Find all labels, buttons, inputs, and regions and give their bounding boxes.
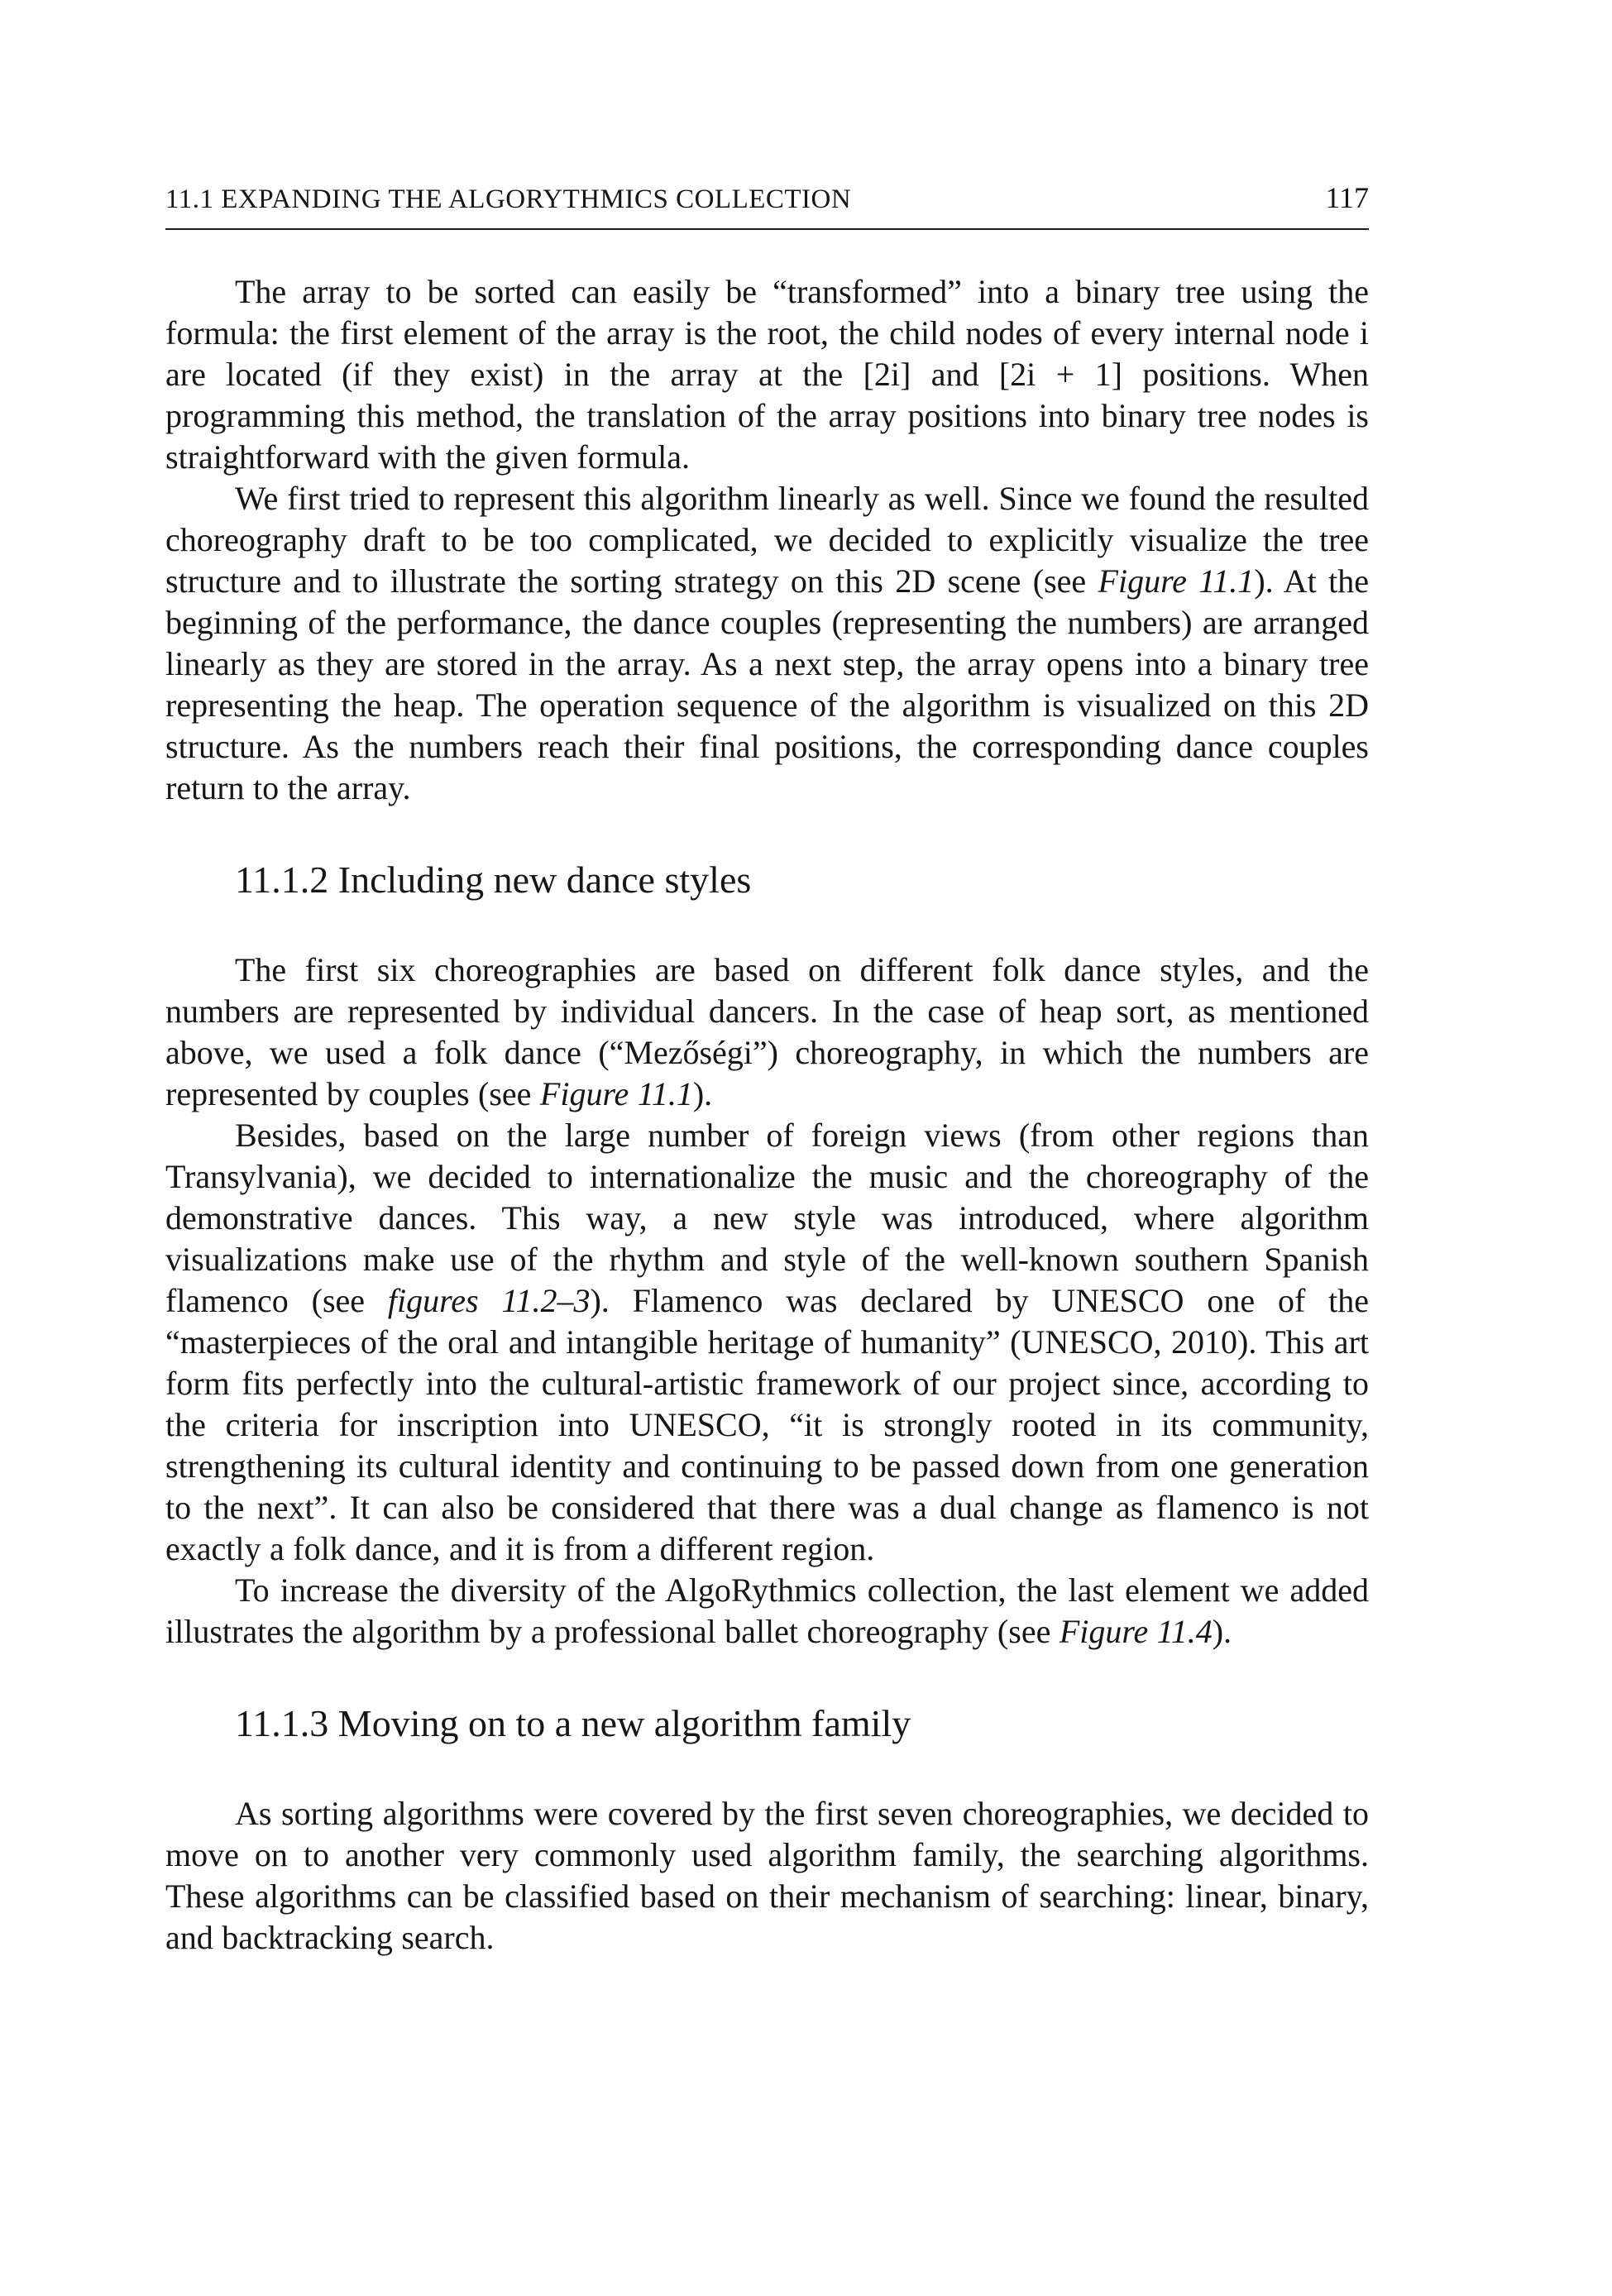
text-run: Besides, based on the large number of foreign views (from other regions than Transylvania), we decided to internationalize the music and the choreography of the demonstrative dances. This way, a new style was introduced, where algorithm visualizations make use of the rhythm and style of the well-known southern Spanish flamenco (see [165, 1117, 1369, 1319]
body-paragraph [165, 1115, 1369, 1570]
text-run: As sorting algorithms were covered by the first seven choreographies, we decided to move on to another very commonly used algorithm family, the searching algorithms. These algorithms can be classified based on their mechanism of searching: linear, binary, and backtracking search. [165, 1795, 1369, 1956]
figure-reference: Figure 11.1 [539, 1075, 693, 1112]
text-run: ). At the beginning of the performance, the dance couples (representing the numbers) are arranged linearly as they are stored in the array. As a next step, the array opens into a binary tree representing the heap. The operation sequence of the algorithm is visualized on this 2D structure. As the numbers reach their final positions, the corresponding dance couples return to the array. [165, 562, 1370, 806]
header-rule [165, 228, 1369, 230]
text-run: ). Flamenco was declared by UNESCO one of the “masterpieces of the oral and intangible heritage of humanity” (UNESCO, 2010). This art form fits perfectly into the cultural-artistic framework of our project since, according to the criteria for inscription into UNESCO, “it is strongly rooted in its community, strengthening its cultural identity and continuing to be passed down from one generation to the next”. It can also be considered that there was a dual change as flamenco is not exactly a folk dance, and it is from a different region. [165, 1282, 1369, 1567]
text-run: We first tried to represent this algorithm linearly as well. Since we found the resulted choreography draft to be too complicated, we decided to explicitly visualize the tree structure and to illustrate the sorting strategy on this 2D scene (see [165, 480, 1369, 600]
section-heading: 11.1.2 Including new dance styles [235, 859, 752, 901]
figure-reference: Figure 11.4 [1059, 1613, 1213, 1650]
body-paragraph [165, 949, 1369, 1115]
running-header [165, 180, 1369, 215]
running-header-title: 11.1 EXPANDING THE ALGORYTHMICS COLLECTION [165, 184, 852, 214]
body-paragraph [165, 478, 1369, 809]
text-run: ). [1212, 1613, 1232, 1650]
text-run: To increase the diversity of the AlgoRythmics collection, the last element we added illustrates the algorithm by a professional ballet choreography (see [165, 1571, 1369, 1650]
body-paragraph [165, 1570, 1369, 1653]
text-run: The first six choreographies are based on different folk dance styles, and the numbers are represented by individual dancers. In the case of heap sort, as mentioned above, we used a folk dance (“Mezőségi”) choreography, in which the numbers are represented by couples (see [165, 951, 1369, 1112]
body-paragraph [165, 1793, 1369, 1959]
text-column [165, 271, 1369, 1959]
figure-reference: Figure 11.1 [1098, 562, 1255, 600]
text-run: ). [692, 1075, 713, 1112]
page-number: 117 [1325, 181, 1369, 214]
section-heading: 11.1.3 Moving on to a new algorithm family [235, 1702, 911, 1744]
text-run: The array to be sorted can easily be “transformed” into a binary tree using the formula: the first element of the array is the root, the child nodes of every internal node i are located (if they exist) in the array at the [2i] and [2i + 1] positions. When programming this method, the translation of the array positions into binary tree nodes is straightforward with the given formula. [165, 273, 1369, 476]
figure-reference: figures 11.2–3 [387, 1282, 591, 1319]
body-paragraph [165, 271, 1369, 478]
